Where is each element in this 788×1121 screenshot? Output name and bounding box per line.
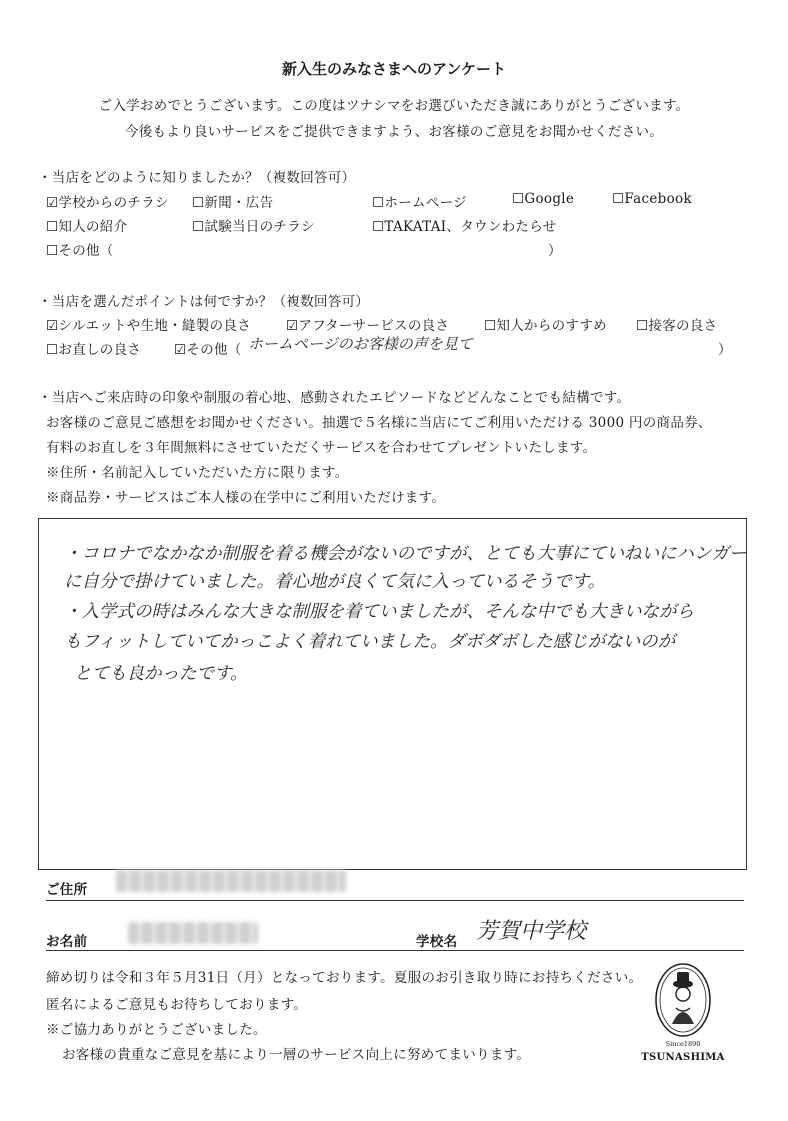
q1-option-facebook[interactable]: ☐Facebook	[612, 191, 692, 207]
address-redacted	[116, 870, 346, 892]
q2-option-after-service[interactable]: ☑アフターサービスの良さ	[286, 318, 450, 334]
comment-line-3: ・入学式の時はみんな大きな制服を着ていましたが、そんな中でも大きいながら	[64, 602, 694, 622]
q1-option-takatai[interactable]: ☐TAKATAI、タウンわたらせ	[372, 219, 557, 235]
address-underline	[46, 900, 744, 901]
school-value: 芳賀中学校	[476, 919, 587, 944]
logo-since: Since1890	[665, 1040, 701, 1048]
q3-line-4: ※住所・名前記入していただいた方に限ります。	[46, 465, 349, 481]
q1-question: ・当店をどのように知りましたか？（複数回答可）	[38, 170, 356, 186]
comment-line-4: もフィットしていてかっこよく着れていました。ダボダボした感じがないのが	[64, 632, 676, 652]
q3-line-2: お客様のご意見ご感想をお聞かせください。抽選で５名様に当店にてご利用いただける 3000 円の商品券、	[46, 415, 712, 431]
intro-line-1: ご入学おめでとうございます。この度はツナシマをお選びいただき誠にありがとうございます。	[98, 98, 690, 114]
footer-line-1: 締め切りは令和３年５月31日（月）となっております。夏服のお引き取り時にお持ちください。	[46, 970, 643, 986]
q1-other-close: ）	[548, 243, 562, 259]
footer-line-2: 匿名によるご意見もお待ちしております。	[46, 997, 308, 1013]
comment-line-2: に自分で掛けていました。着心地が良くて気に入っているそうです。	[64, 572, 606, 592]
q1-option-school-flyer[interactable]: ☑学校からのチラシ	[46, 195, 169, 211]
q2-other-close: ）	[718, 342, 732, 358]
footer-line-3: ※ご協力ありがとうございました。	[46, 1022, 267, 1038]
q3-line-5: ※商品券・サービスはご本人様の在学中にご利用いただけます。	[46, 490, 446, 506]
q2-question: ・当店を選んだポイントは何ですか？（複数回答可）	[38, 294, 370, 310]
q1-option-homepage[interactable]: ☐ホームページ	[372, 195, 467, 211]
q2-option-customer-service[interactable]: ☐接客の良さ	[636, 318, 718, 334]
footer-line-4: お客様の貴重なご意見を基により一層のサービス向上に努めてまいります。	[62, 1047, 531, 1063]
q2-option-other[interactable]: ☑その他（	[174, 342, 242, 358]
q1-option-other[interactable]: ☐その他（	[46, 243, 114, 259]
intro-line-2: 今後もより良いサービスをご提供できますよう、お客様のご意見をお聞かせください。	[124, 124, 664, 140]
q1-option-newspaper[interactable]: ☐新聞・広告	[192, 195, 274, 211]
q2-option-silhouette[interactable]: ☑シルエットや生地・縫製の良さ	[46, 318, 251, 334]
logo-name: TSUNASHIMA	[641, 1052, 725, 1063]
q2-other-answer: ホームページのお客様の声を見て	[248, 335, 473, 353]
q1-option-exam-flyer[interactable]: ☐試験当日のチラシ	[192, 219, 315, 235]
q2-option-alteration[interactable]: ☐お直しの良さ	[46, 342, 142, 358]
address-label: ご住所	[46, 882, 88, 898]
name-label: お名前	[46, 934, 88, 950]
comment-line-5: とても良かったです。	[74, 664, 248, 684]
name-redacted	[128, 922, 258, 944]
page-title: 新入生のみなさまへのアンケート	[281, 60, 507, 78]
q1-option-acquaintance[interactable]: ☐知人の紹介	[46, 219, 128, 235]
q3-line-1: ・当店へご来店時の印象や制服の着心地、感動されたエピソードなどどんなことでも結構です。	[38, 390, 631, 406]
comment-line-1: ・コロナでなかなか制服を着る機会がないのですが、とても大事にていねいにハンガー	[64, 544, 747, 564]
q3-line-3: 有料のお直しを３年間無料にさせていただくサービスを合わせてプレゼントいたします。	[46, 440, 597, 456]
school-label: 学校名	[416, 934, 458, 950]
name-underline	[46, 950, 744, 951]
q1-option-google[interactable]: ☐Google	[512, 191, 575, 207]
q2-option-recommendation[interactable]: ☐知人からのすすめ	[484, 318, 607, 334]
tsunashima-logo	[652, 962, 714, 1046]
